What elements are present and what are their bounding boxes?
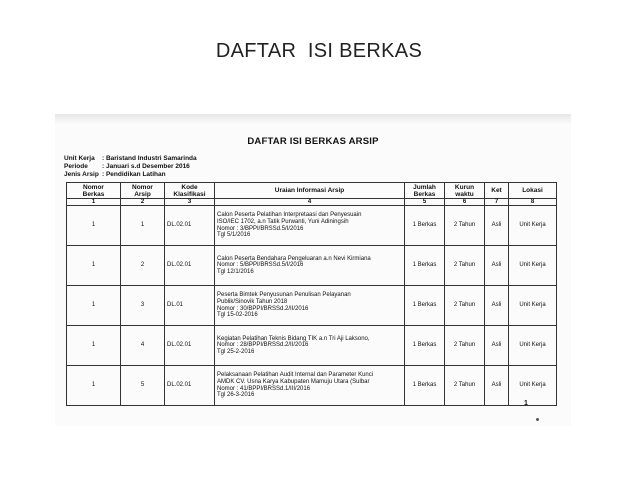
page-number: 1 xyxy=(524,400,528,407)
column-number: 6 xyxy=(445,199,485,206)
table-row xyxy=(67,326,557,366)
cell-nomor-berkas: 1 xyxy=(67,286,121,326)
uraian-line: Publik/Sinovik Tahun 2018 xyxy=(217,298,288,305)
meta-value: : Pendidikan Latihan xyxy=(102,171,166,178)
column-header-line: Kurun xyxy=(454,183,475,191)
column-header xyxy=(445,183,485,199)
document-title: DAFTAR ISI BERKAS ARSIP xyxy=(247,136,379,147)
uraian-line: Nomor : 30/BPPI/BRSSd.2/II/2016 xyxy=(217,305,309,312)
column-header-line: Arsip xyxy=(134,190,151,198)
column-number: 5 xyxy=(405,199,445,206)
uraian-line: Calon Peserta Bendahara Pengeluaran a.n Nevi Kirmiana xyxy=(217,255,371,262)
cell-nomor-arsip: 1 xyxy=(121,206,165,246)
cell-lokasi: Unit Kerja xyxy=(509,246,557,286)
cell-lokasi: Unit Kerja xyxy=(509,206,557,246)
column-header xyxy=(67,183,121,199)
cell-nomor-berkas: 1 xyxy=(67,206,121,246)
uraian-line: Calon Peserta Pelatihan Interpretaasi dan Penyesuain xyxy=(217,212,362,219)
table-row xyxy=(67,286,557,326)
column-header-line: Berkas xyxy=(82,190,105,198)
uraian-line: Pelaksanaan Pelatihan Audit Internal dan Parameter Kunci xyxy=(217,372,374,379)
cell-kurun-waktu: 2 Tahun xyxy=(445,246,485,286)
cell-uraian xyxy=(215,246,405,286)
column-header xyxy=(509,183,557,199)
cell-jumlah-berkas: 1 Berkas xyxy=(405,246,445,286)
table-row xyxy=(67,366,557,406)
column-number: 2 xyxy=(121,199,165,206)
uraian-line: Peserta Bimtek Penyusunan Penulisan Pelayanan xyxy=(217,292,351,299)
uraian-line: Tgl 25-2-2016 xyxy=(217,348,255,355)
column-header-line: Jumlah xyxy=(413,183,436,191)
cell-ket: Asli xyxy=(485,366,509,406)
cell-kurun-waktu: 2 Tahun xyxy=(445,366,485,406)
uraian-line: Nomor : 3/BPPI/BRSSd.5/I/2016 xyxy=(217,225,304,232)
uraian-line: Tgl 26-3-2016 xyxy=(217,392,255,399)
column-number: 8 xyxy=(509,199,557,206)
column-header xyxy=(485,183,509,199)
cell-ket: Asli xyxy=(485,206,509,246)
cell-kode-klasifikasi: DL.02.01 xyxy=(165,246,215,286)
meta-label: Periode xyxy=(64,163,88,170)
cell-kurun-waktu: 2 Tahun xyxy=(445,326,485,366)
column-header-line: waktu xyxy=(455,190,474,198)
column-header-line: Kode xyxy=(181,183,198,191)
uraian-line: Nomor : 5/BPPI/BRSSd.5/I/2016 xyxy=(217,262,304,269)
uraian-line: Nomor : 41/BPPI/BRSSd.1/III/2016 xyxy=(217,385,311,392)
slide-title: DAFTAR ISI BERKAS xyxy=(215,40,423,62)
cell-kurun-waktu: 2 Tahun xyxy=(445,286,485,326)
cell-uraian xyxy=(215,366,405,406)
cell-jumlah-berkas: 1 Berkas xyxy=(405,326,445,366)
column-header-line: Ket xyxy=(491,187,502,194)
cell-uraian xyxy=(215,326,405,366)
column-number: 7 xyxy=(485,199,509,206)
cell-lokasi: Unit Kerja xyxy=(509,366,557,406)
column-header-line: Berkas xyxy=(413,190,436,198)
cell-uraian xyxy=(215,206,405,246)
cell-nomor-arsip: 4 xyxy=(121,326,165,366)
column-number: 3 xyxy=(165,199,215,206)
cell-nomor-arsip: 3 xyxy=(121,286,165,326)
cell-jumlah-berkas: 1 Berkas xyxy=(405,206,445,246)
cell-ket: Asli xyxy=(485,246,509,286)
uraian-line: AMDK CV. Usna Karya Kabupaten Mamuju Utara (Sulbar xyxy=(217,378,370,385)
uraian-line: Kegiatan Pelatihan Teknis Bidang TIK a.n Tri Aji Laksono, xyxy=(217,335,370,342)
column-number-row xyxy=(67,199,557,206)
uraian-line: ISO/IEC 1702, a.n Tatik Purwanti, Yuni Adiningsih xyxy=(217,218,349,225)
column-header-line: Nomor xyxy=(83,183,104,191)
uraian-line: Tgl 15-02-2016 xyxy=(217,312,258,319)
cell-ket: Asli xyxy=(485,286,509,326)
scanned-document xyxy=(55,114,571,426)
cell-nomor-arsip: 2 xyxy=(121,246,165,286)
column-header-line: Lokasi xyxy=(522,187,543,194)
column-header xyxy=(165,183,215,199)
meta-value: : Baristand Industri Samarinda xyxy=(102,155,197,162)
cell-nomor-berkas: 1 xyxy=(67,366,121,406)
cell-kode-klasifikasi: DL.02.01 xyxy=(165,326,215,366)
table-header-row xyxy=(67,183,557,199)
cell-lokasi: Unit Kerja xyxy=(509,326,557,366)
uraian-line: Tgl 5/1/2016 xyxy=(217,232,251,239)
cell-lokasi: Unit Kerja xyxy=(509,286,557,326)
meta-value: : Januari s.d Desember 2016 xyxy=(102,163,190,170)
column-header-line: Nomor xyxy=(132,183,153,191)
cell-nomor-berkas: 1 xyxy=(67,326,121,366)
cell-jumlah-berkas: 1 Berkas xyxy=(405,366,445,406)
column-header-line: Klasifikasi xyxy=(173,190,206,198)
meta-label: Jenis Arsip xyxy=(64,171,99,178)
uraian-line: Tgl 12/1/2016 xyxy=(217,268,254,275)
cell-nomor-arsip: 5 xyxy=(121,366,165,406)
cell-kode-klasifikasi: DL.02.01 xyxy=(165,206,215,246)
cell-ket: Asli xyxy=(485,326,509,366)
column-header xyxy=(215,183,405,199)
cell-uraian xyxy=(215,286,405,326)
scan-dot xyxy=(536,418,539,421)
table-row xyxy=(67,246,557,286)
column-number: 1 xyxy=(67,199,121,206)
column-number: 4 xyxy=(215,199,405,206)
cell-kode-klasifikasi: DL.01 xyxy=(165,286,215,326)
column-header xyxy=(405,183,445,199)
archive-table xyxy=(66,182,557,406)
uraian-line: Nomor : 28/BPPI/BRSSd.2/II/2016 xyxy=(217,342,309,349)
table-row xyxy=(67,206,557,246)
column-header xyxy=(121,183,165,199)
column-header-line: Uraian Informasi Arsip xyxy=(274,187,345,194)
scan-edge-shadow xyxy=(55,114,571,124)
cell-kurun-waktu: 2 Tahun xyxy=(445,206,485,246)
meta-label: Unit Kerja xyxy=(64,155,95,162)
meta-jenis-arsip xyxy=(64,170,166,179)
cell-kode-klasifikasi: DL.02.01 xyxy=(165,366,215,406)
cell-jumlah-berkas: 1 Berkas xyxy=(405,286,445,326)
cell-nomor-berkas: 1 xyxy=(67,246,121,286)
